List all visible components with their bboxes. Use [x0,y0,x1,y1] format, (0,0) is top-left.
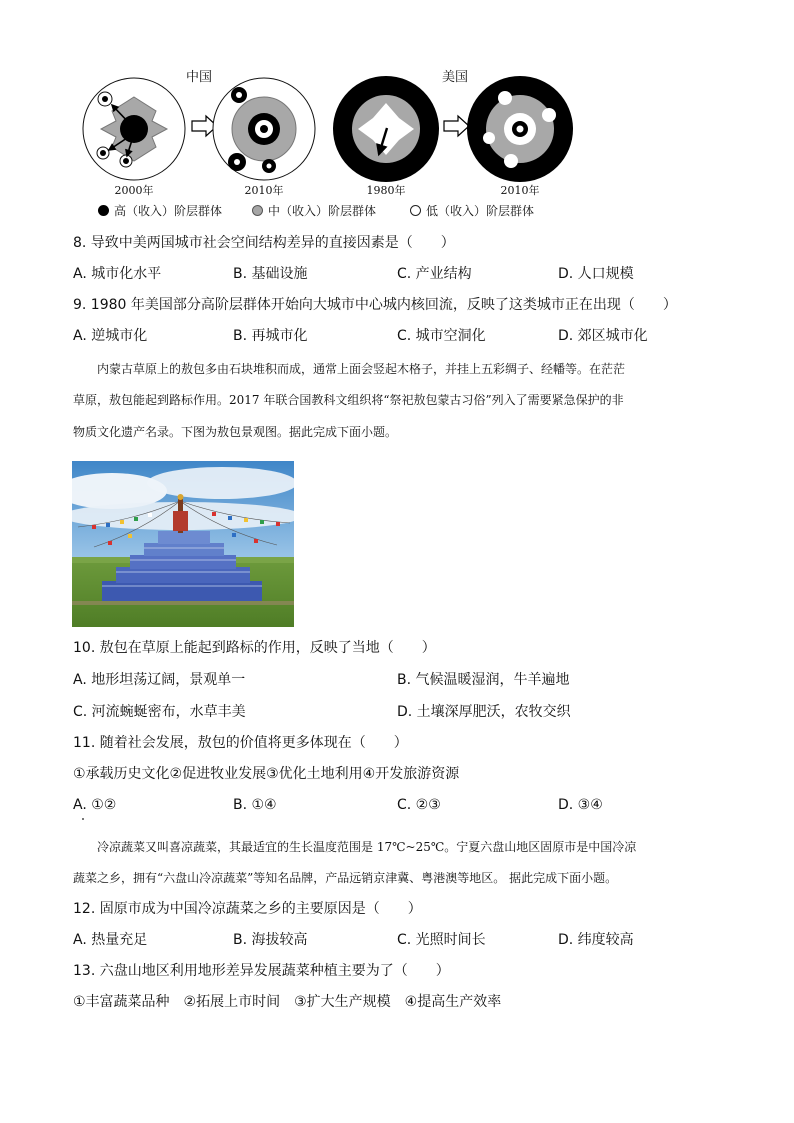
question-11-stem: 11. 随着社会发展，敖包的价值将更多体现在（ ） [73,735,408,751]
question-10-option-a[interactable]: A. 地形坦荡辽阔，景观单一 [73,672,246,688]
legend-high-swatch [98,205,109,216]
legend-high-label: 高（收入）阶层群体 [114,204,223,218]
question-10-option-b[interactable]: B. 气候温暖湿润，牛羊遍地 [397,672,570,688]
question-8-option-b[interactable]: B. 基础设施 [233,266,308,282]
year-label-usa-1980: 1980年 [366,184,406,197]
year-label-china-2000: 2000年 [114,184,154,197]
question-9-option-b[interactable]: B. 再城市化 [233,328,308,344]
question-8-option-d[interactable]: D. 人口规模 [558,266,634,282]
legend-high [98,202,222,219]
question-9-option-a[interactable]: A. 逆城市化 [73,328,148,344]
question-10-option-c[interactable]: C. 河流蜿蜒密布，水草丰美 [73,704,246,720]
legend-low [410,202,534,219]
question-11-option-d[interactable]: D. ③④ [558,797,603,813]
question-12-option-c[interactable]: C. 光照时间长 [397,932,486,948]
question-8-option-c[interactable]: C. 产业结构 [397,266,472,282]
year-label-china-2010: 2010年 [244,184,284,197]
passage-obo-line-2: 草原，敖包能起到路标作用。2017 年联合国教科文组织将“祭祀敖包蒙古习俗”列入了需要紧急保护的非 [73,393,624,407]
question-11-option-a[interactable]: A. ①② [73,797,117,813]
question-8-stem: 8. 导致中美两国城市社会空间结构差异的直接因素是（ ） [73,235,455,251]
question-12-stem: 12. 固原市成为中国冷凉蔬菜之乡的主要原因是（ ） [73,901,422,917]
passage-obo-line-3: 物质文化遗产名录。下图为敖包景观图。据此完成下面小题。 [73,425,398,439]
country-label-usa: 美国 [442,70,469,85]
question-9-option-c[interactable]: C. 城市空洞化 [397,328,486,344]
question-12-option-b[interactable]: B. 海拔较高 [233,932,308,948]
legend-mid [252,202,376,219]
question-11-option-c[interactable]: C. ②③ [397,797,441,813]
passage-vegetable-line-2: 蔬菜之乡，拥有“六盘山冷凉蔬菜”等知名品牌，产品远销京津冀、粤港澳等地区。 据此完成下面小题。 [73,871,618,885]
country-label-china: 中国 [186,70,213,85]
diagram-china-2010 [213,78,315,180]
figure-legend [92,202,592,220]
legend-mid-label: 中（收入）阶层群体 [268,204,377,218]
legend-low-swatch [410,205,421,216]
question-11-items: ①承载历史文化②促进牧业发展③优化土地利用④开发旅游资源 [73,766,460,782]
urban-structure-figure [74,58,594,222]
question-13-stem: 13. 六盘山地区利用地形差异发展蔬菜种植主要为了（ ） [73,963,450,979]
question-10-stem: 10. 敖包在草原上能起到路标的作用，反映了当地（ ） [73,640,436,656]
year-label-usa-2010: 2010年 [500,184,540,197]
question-12-option-a[interactable]: A. 热量充足 [73,932,148,948]
question-9-stem: 9. 1980 年美国部分高阶层群体开始向大城市中心城内核回流，反映了这类城市正在出现（ ） [73,297,677,313]
legend-low-label: 低（收入）阶层群体 [426,204,535,218]
question-12-option-d[interactable]: D. 纬度较高 [558,932,634,948]
question-8-option-a[interactable]: A. 城市化水平 [73,266,162,282]
obo-landscape-photo [72,461,294,627]
question-13-items: ①丰富蔬菜品种 ②拓展上市时间 ③扩大生产规模 ④提高生产效率 [73,994,502,1010]
diagram-usa-2010 [467,76,573,182]
legend-mid-swatch [252,205,263,216]
obo-photo-illustration [72,461,294,627]
question-9-option-d[interactable]: D. 郊区城市化 [558,328,648,344]
diagram-china-2000 [83,78,185,180]
question-10-option-d[interactable]: D. 土壤深厚肥沃，农牧交织 [397,704,571,720]
question-11-option-b[interactable]: B. ①④ [233,797,277,813]
passage-vegetable-line-1: 冷凉蔬菜又叫喜凉蔬菜，其最适宜的生长温度范围是 17℃~25℃。宁夏六盘山地区固原市是中国冷凉 [97,840,637,854]
transition-arrow-usa [444,116,469,136]
stray-mark [82,818,84,820]
diagram-usa-1980 [333,76,439,182]
passage-obo-line-1: 内蒙古草原上的敖包多由石块堆积而成，通常上面会竖起木格子，并挂上五彩绸子、经幡等。在茫茫 [97,362,626,376]
city-structure-diagrams [74,58,594,188]
